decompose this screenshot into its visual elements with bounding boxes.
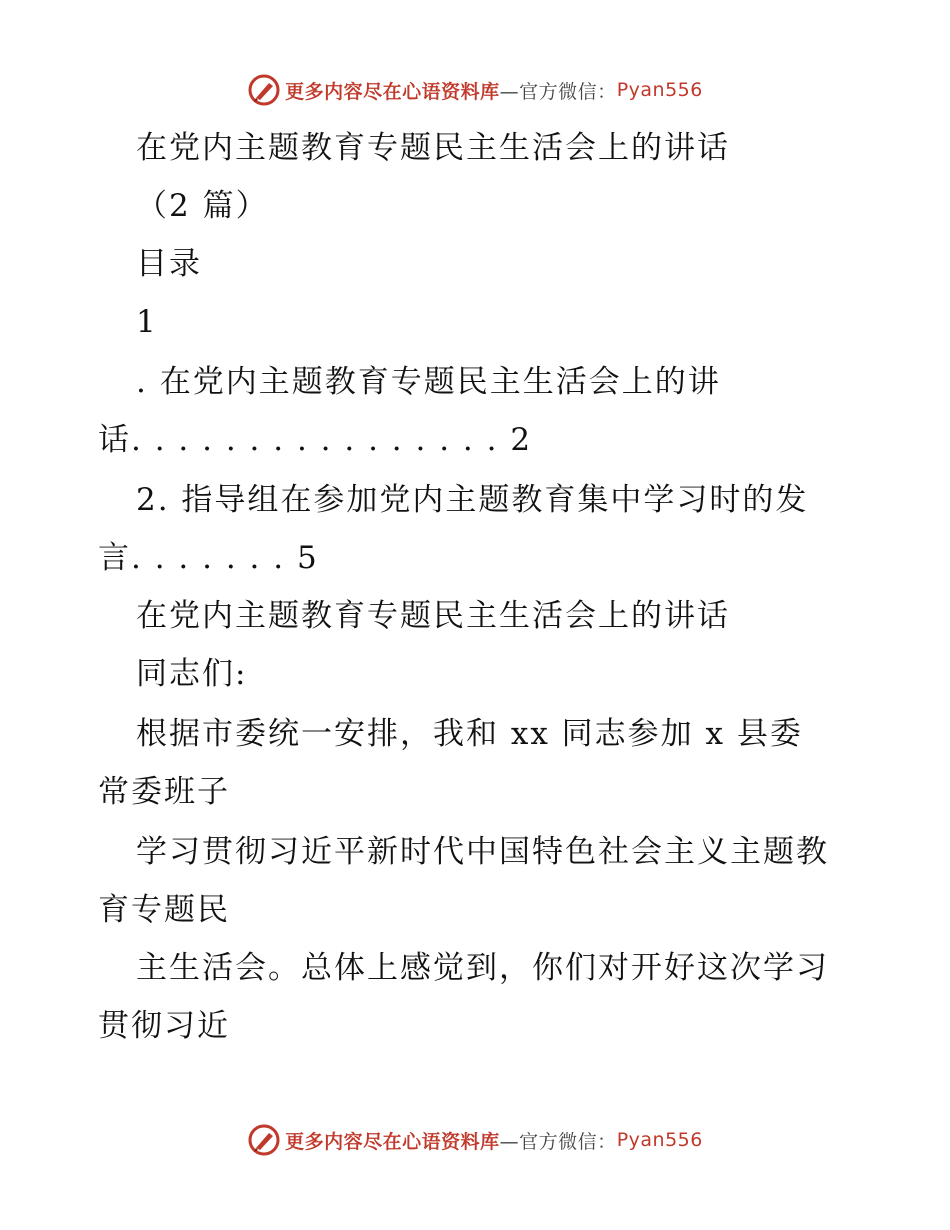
paragraph-3-line-2: 贯彻习近 (98, 1008, 230, 1044)
toc-item-1-line-1: . 在党内主题教育专题民主生活会上的讲 (136, 364, 721, 400)
banner-text-sep: —官方微信： (499, 1130, 617, 1153)
document-subtitle: （2 篇） (136, 188, 269, 224)
toc-item-2-line-2: 言. . . . . . . 5 (98, 540, 319, 576)
header-watermark (0, 70, 950, 110)
section-title: 在党内主题教育专题民主生活会上的讲话 (136, 598, 730, 634)
pen-circle-logo-icon (247, 1123, 281, 1157)
banner-text-main: 更多内容尽在心语资料库 (285, 1130, 500, 1153)
banner-text-main: 更多内容尽在心语资料库 (285, 80, 500, 103)
paragraph-2-line-1: 学习贯彻习近平新时代中国特色社会主义主题教 (136, 834, 829, 870)
banner-wechat-id: Pyan556 (616, 1129, 703, 1151)
toc-item-2-line-1: 2. 指导组在参加党内主题教育集中学习时的发 (136, 482, 809, 518)
footer-watermark (0, 1120, 950, 1160)
paragraph-1-line-2: 常委班子 (98, 774, 230, 810)
pen-circle-logo-icon (247, 73, 281, 107)
toc-heading: 目录 (136, 246, 202, 282)
toc-number: 1 (136, 304, 158, 340)
paragraph-3-line-1: 主生活会。总体上感觉到，你们对开好这次学习 (136, 950, 829, 986)
greeting: 同志们: (136, 656, 248, 692)
document-title: 在党内主题教育专题民主生活会上的讲话 (136, 130, 730, 166)
paragraph-1-line-1: 根据市委统一安排，我和 xx 同志参加 x 县委 (136, 716, 803, 752)
paragraph-2-line-2: 育专题民 (98, 892, 230, 928)
toc-item-1-line-2: 话. . . . . . . . . . . . . . . . 2 (98, 422, 533, 458)
banner-text-sep: —官方微信： (499, 80, 617, 103)
banner-wechat-id: Pyan556 (616, 79, 703, 101)
